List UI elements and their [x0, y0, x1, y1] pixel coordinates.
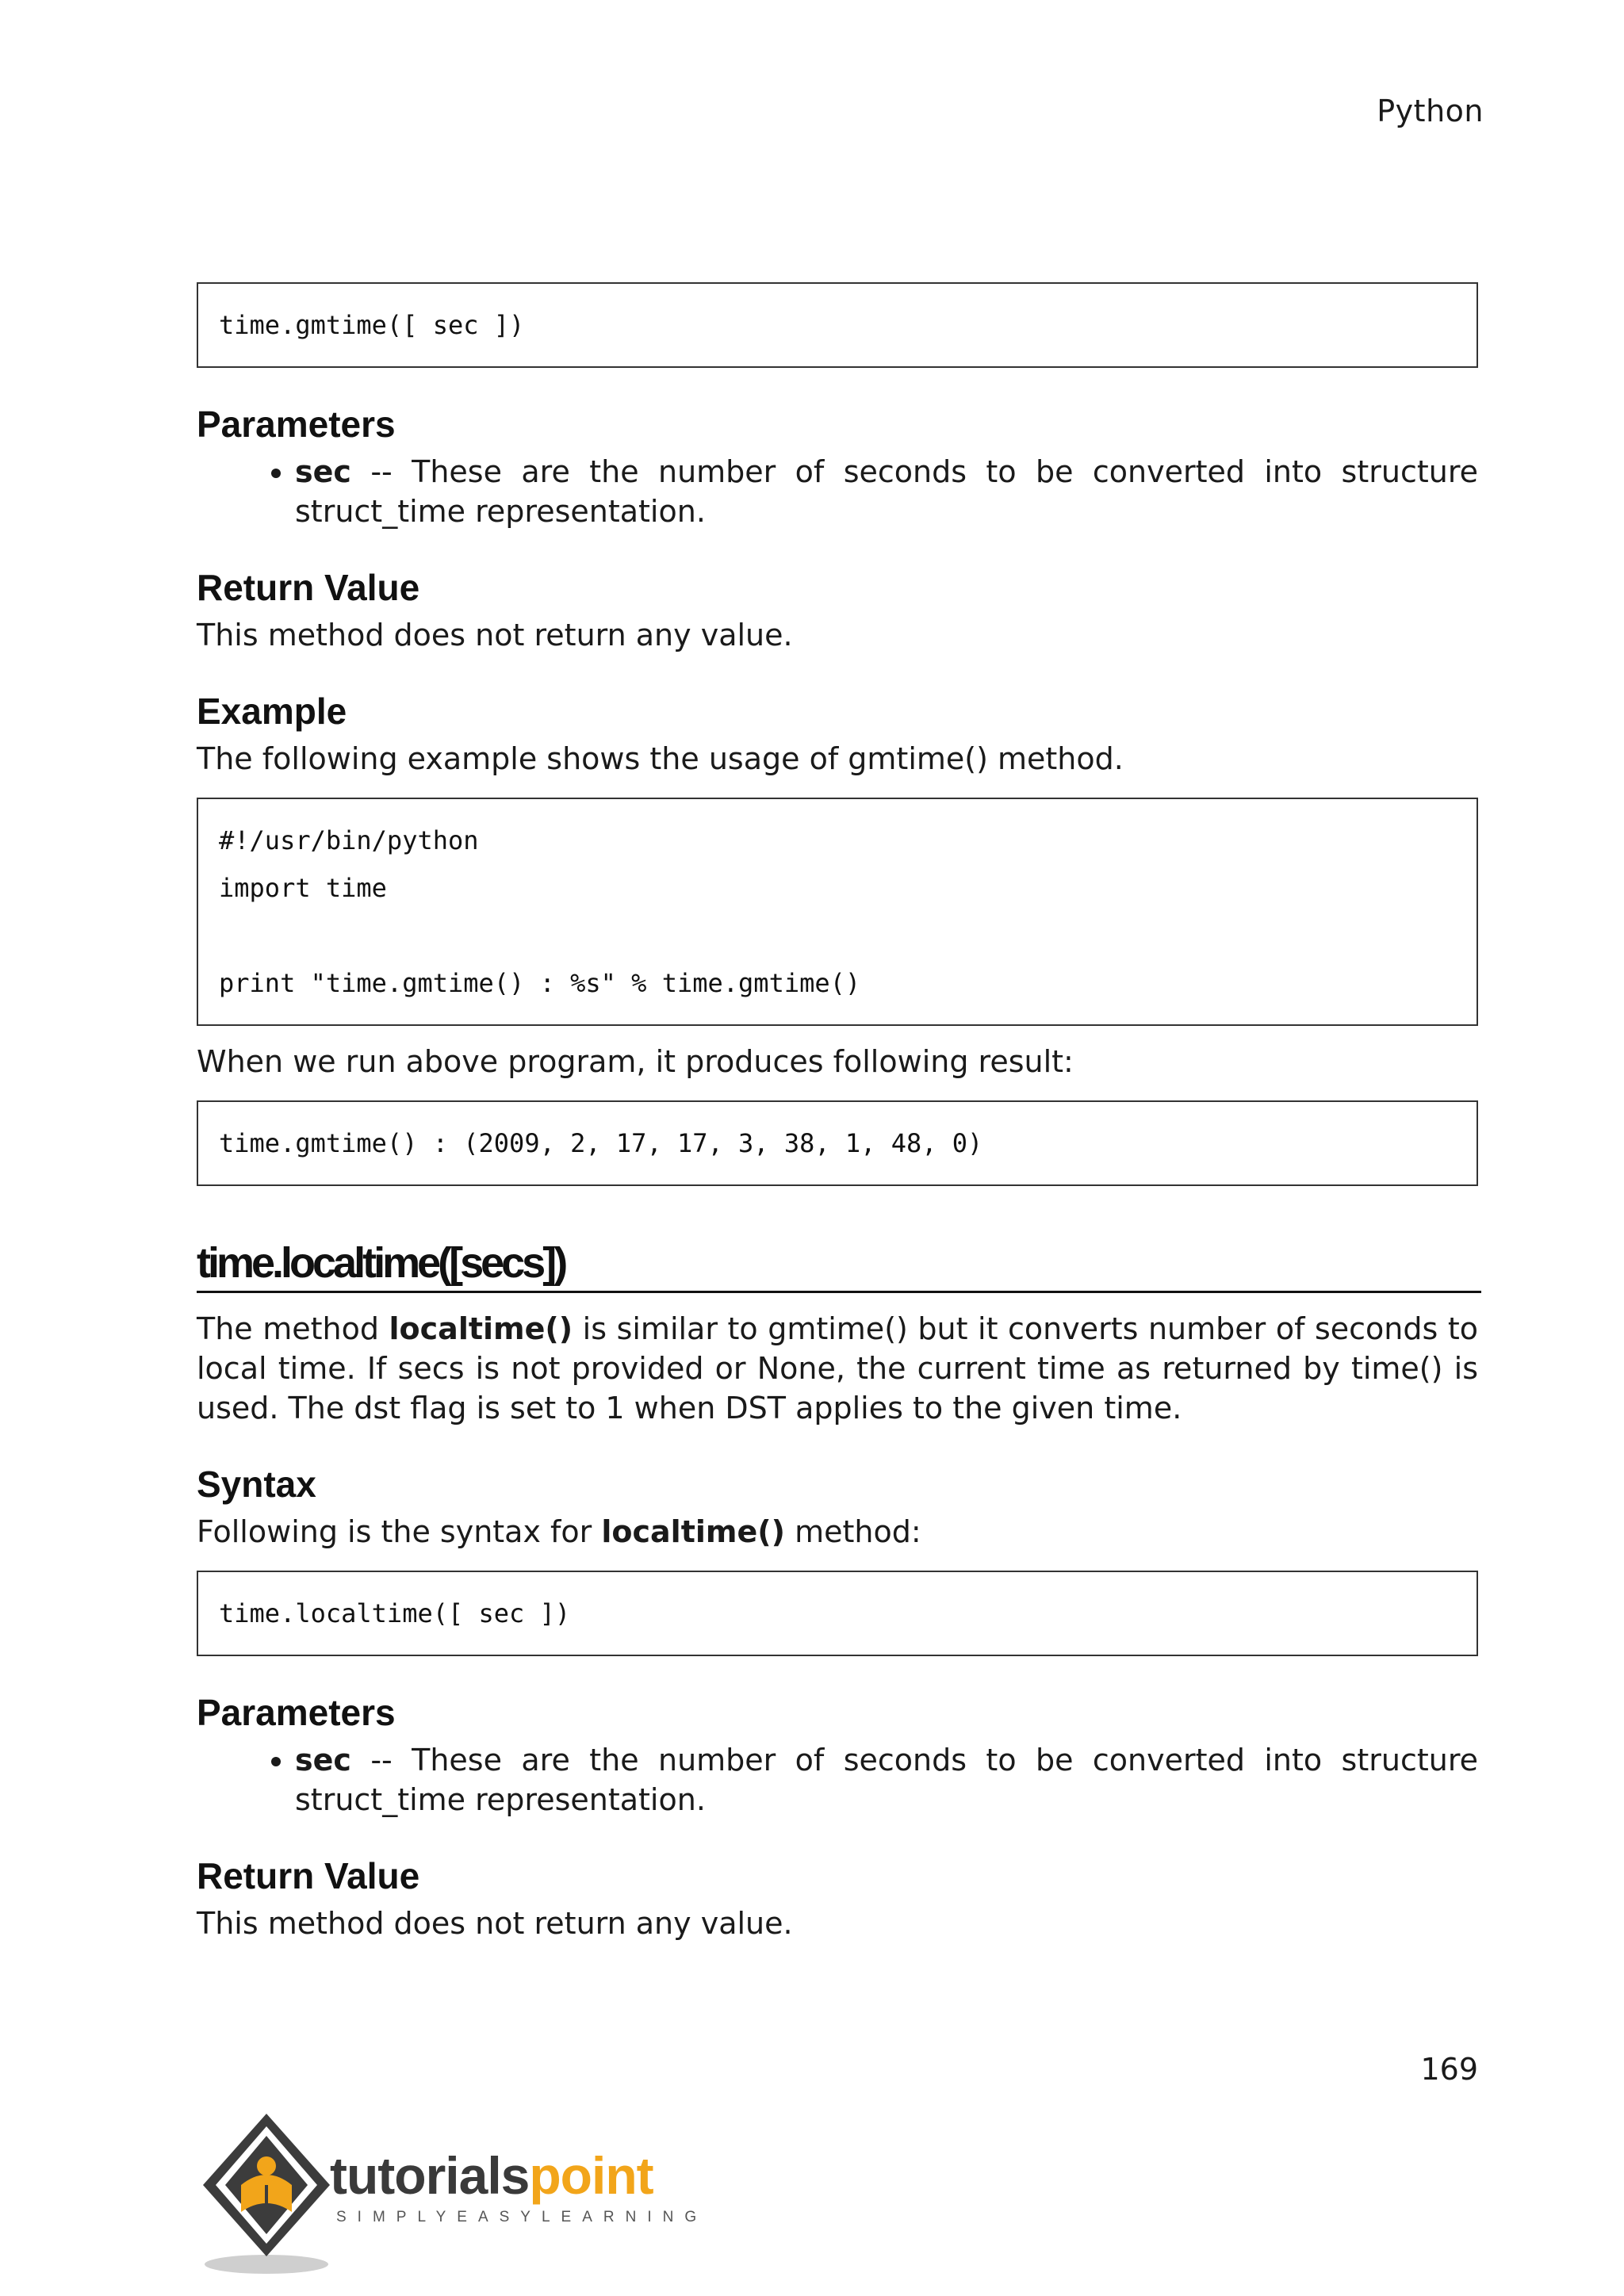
- logo-tagline: SIMPLYEASYLEARNING: [336, 2209, 708, 2225]
- running-header: Python: [1377, 94, 1484, 128]
- localtime-syntax-heading: Syntax: [197, 1464, 316, 1505]
- gmtime-return-text: This method does not return any value.: [197, 618, 793, 652]
- logo-diamond-icon: [195, 2109, 338, 2283]
- gmtime-example-heading: Example: [197, 691, 347, 732]
- code-line: time.localtime([ sec ]): [219, 1598, 571, 1628]
- gmtime-result-intro: When we run above program, it produces following result:: [197, 1044, 1074, 1079]
- page-content: [197, 282, 1478, 1962]
- list-item: [295, 1740, 1478, 1820]
- gmtime-return-heading: Return Value: [197, 567, 420, 608]
- localtime-syntax-text: [197, 1512, 1478, 1552]
- code-line: import time: [219, 873, 387, 903]
- code-line: #!/usr/bin/python: [219, 825, 479, 855]
- gmtime-syntax-code: [197, 282, 1478, 368]
- tutorialspoint-logo: [195, 2109, 708, 2283]
- syntax-text: Following is the syntax for: [197, 1514, 602, 1549]
- localtime-parameters-heading: Parameters: [197, 1692, 396, 1733]
- gmtime-parameters-list: [197, 452, 1478, 531]
- param-term: sec: [295, 454, 351, 489]
- localtime-syntax-code: [197, 1571, 1478, 1656]
- localtime-return-text: This method does not return any value.: [197, 1906, 793, 1941]
- logo-word-tutorials: tutorials: [330, 2146, 530, 2205]
- logo-word-point: point: [529, 2146, 653, 2205]
- param-description: -- These are the number of seconds to be converted into structure struct_time representation.: [295, 454, 1478, 529]
- page-number: 169: [1420, 2052, 1478, 2087]
- param-description: -- These are the number of seconds to be converted into structure struct_time representation.: [295, 1743, 1478, 1817]
- desc-text: The method: [197, 1311, 389, 1346]
- syntax-bold-term: localtime(): [601, 1514, 785, 1549]
- localtime-parameters-list: [197, 1740, 1478, 1820]
- code-line: time.gmtime([ sec ]): [219, 310, 525, 340]
- gmtime-result-code: [197, 1100, 1478, 1186]
- code-line: print "time.gmtime() : %s" % time.gmtime(): [219, 968, 861, 998]
- list-item: [295, 452, 1478, 531]
- localtime-title: time.localtime([secs]): [197, 1238, 1481, 1293]
- gmtime-parameters-heading: Parameters: [197, 404, 396, 445]
- logo-wordmark: [330, 2145, 653, 2206]
- code-blank-line: [219, 912, 1456, 959]
- gmtime-example-code: [197, 798, 1478, 1026]
- code-line: time.gmtime() : (2009, 2, 17, 17, 3, 38, 1, 48, 0): [219, 1128, 983, 1158]
- localtime-return-heading: Return Value: [197, 1855, 420, 1896]
- gmtime-example-text: The following example shows the usage of gmtime() method.: [197, 741, 1124, 776]
- localtime-description: [197, 1309, 1478, 1428]
- param-term: sec: [295, 1743, 351, 1777]
- desc-text: is similar to gmtime() but it converts number of seconds to local time. If secs is not provided or None, the current time as returned by time() is used. The dst flag is set to 1 when DST applies to the given time.: [197, 1311, 1478, 1425]
- desc-bold-term: localtime(): [389, 1311, 573, 1346]
- syntax-text: method:: [785, 1514, 921, 1549]
